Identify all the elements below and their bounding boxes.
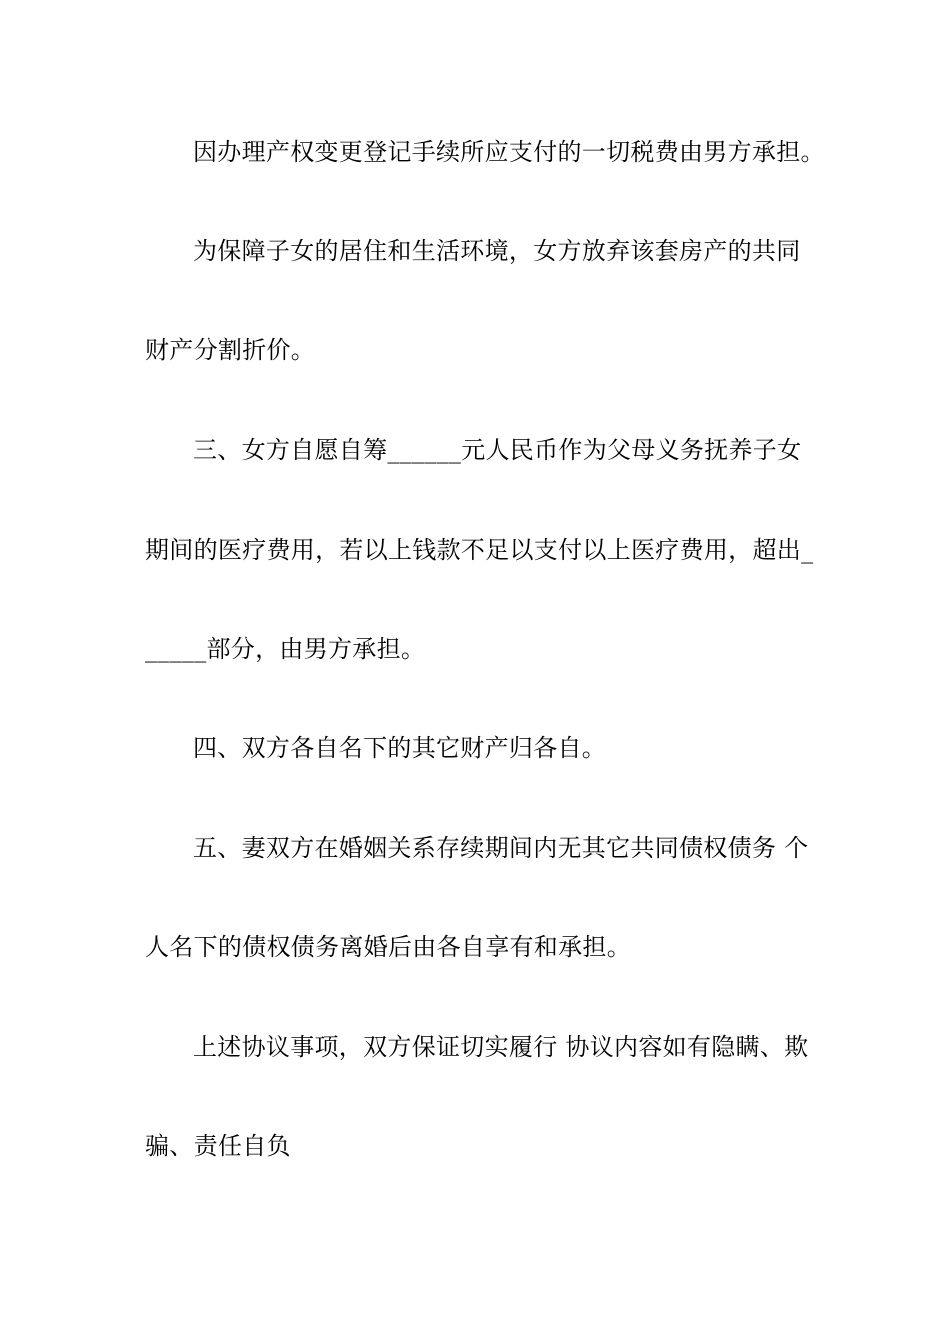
clause-five-line-1: 五、妻双方在婚姻关系存续期间内无其它共同债权债务 个 <box>193 834 809 862</box>
clause-four-line: 四、双方各自名下的其它财产归各自。 <box>193 734 607 762</box>
paragraph-housing-line-2: 财产分割折价。 <box>145 336 316 364</box>
agreement-statement-line-2: 骗、责任自负 <box>145 1132 291 1160</box>
clause-five-line-2: 人名下的债权债务离婚后由各自享有和承担。 <box>145 933 631 961</box>
clause-three-line-1: 三、女方自愿自筹______元人民币作为父母义务抚养子女 <box>193 436 802 464</box>
agreement-statement-line-1: 上述协议事项，双方保证切实履行 协议内容如有隐瞒、欺 <box>193 1033 809 1061</box>
paragraph-tax-line: 因办理产权变更登记手续所应支付的一切税费由男方承担。 <box>193 138 825 166</box>
clause-three-line-2: 期间的医疗费用，若以上钱款不足以支付以上医疗费用，超出_ <box>145 536 814 564</box>
clause-three-line-3: _____部分，由男方承担。 <box>145 635 426 663</box>
paragraph-housing-line-1: 为保障子女的居住和生活环境，女方放弃该套房产的共同 <box>193 237 801 265</box>
